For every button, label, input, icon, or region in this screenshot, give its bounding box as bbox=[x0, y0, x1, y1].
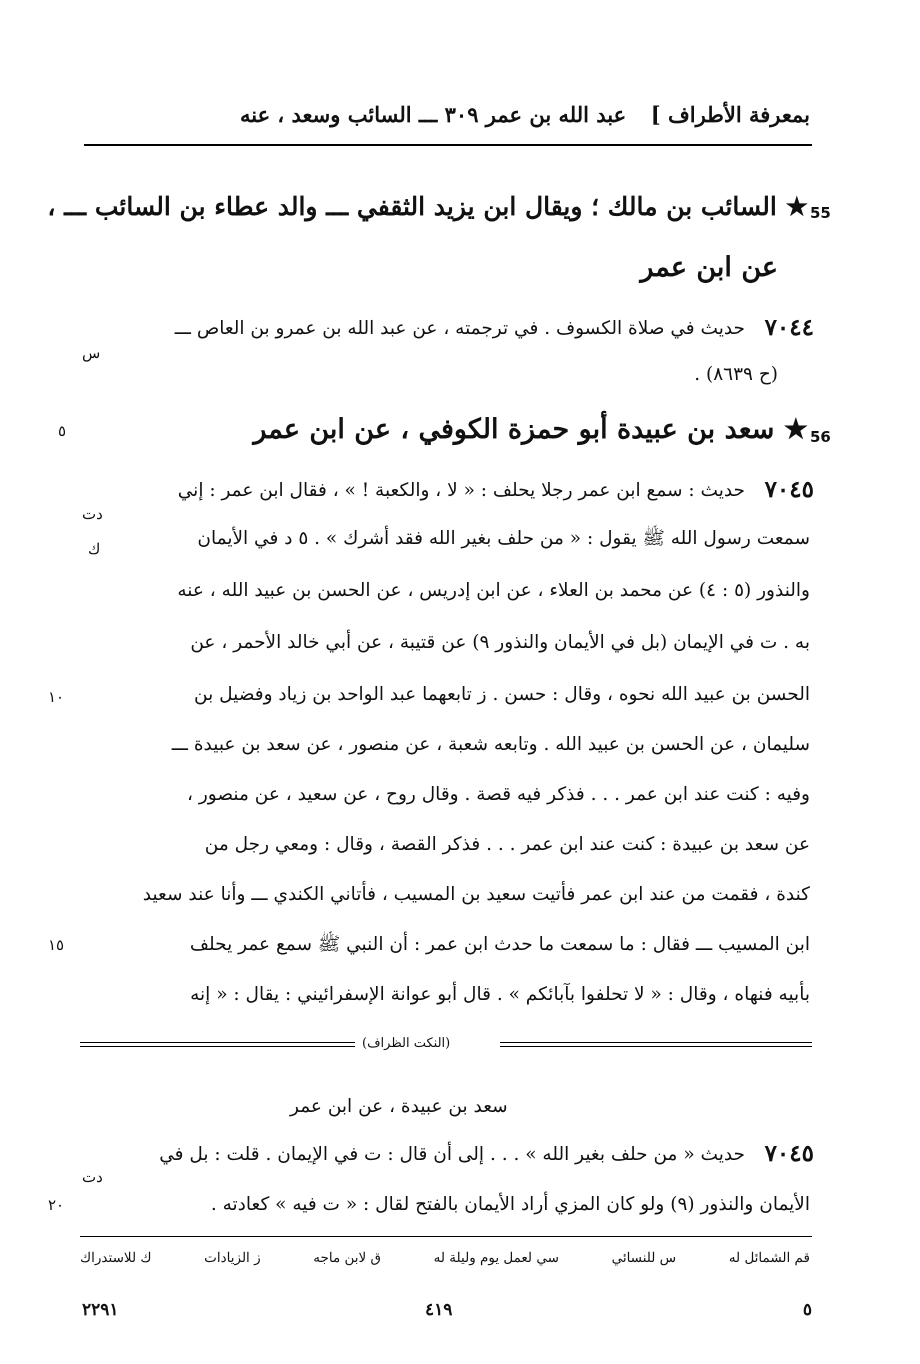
margin-code: ك bbox=[88, 540, 101, 558]
line-number: ١٠ bbox=[48, 688, 65, 706]
page-number: ٤١٩ bbox=[425, 1300, 453, 1320]
hadith-text-line: كندة ، فقمت من عند ابن عمر فأتيت سعيد بن المسيب ، فأتاني الكندي ـــ وأنا عند سعيد bbox=[142, 884, 810, 905]
hadith-number: ٧٠٤٤ bbox=[764, 314, 814, 341]
header-rule bbox=[84, 144, 812, 146]
footnote-rule bbox=[80, 1236, 812, 1237]
hadith-text-line: ابن المسيب ـــ فقال : ما سمعت ما حدث ابن عمر : أن النبي ﷺ سمع عمر يحلف bbox=[189, 934, 810, 955]
abbreviation-item: س للنسائي bbox=[611, 1250, 677, 1266]
hadith-text-line: سمعت رسول الله ﷺ يقول : « من حلف بغير الله فقد أشرك » . ٥ د في الأيمان bbox=[197, 528, 810, 549]
margin-code: دت bbox=[82, 1168, 103, 1186]
hadith-text-line: سليمان ، عن الحسن بن عبيد الله . وتابعه شعبة ، عن منصور ، عن سعد بن عبيدة ـــ bbox=[171, 734, 810, 755]
abbreviation-item: ق لابن ماجه bbox=[313, 1250, 381, 1266]
separator-rule bbox=[500, 1046, 812, 1047]
entry-title: ★ سعد بن عبيدة أبو حمزة الكوفي ، عن ابن عمر bbox=[253, 414, 808, 445]
hadith-text-line: عن سعد بن عبيدة : كنت عند ابن عمر . . . فذكر القصة ، وقال : ومعي رجل من bbox=[204, 834, 810, 855]
hadith-text-line: حديث في صلاة الكسوف . في ترجمته ، عن عبد الله بن عمرو بن العاص ـــ bbox=[174, 318, 745, 339]
line-number: ٥ bbox=[58, 422, 67, 440]
abbreviation-item: ز الزيادات bbox=[204, 1250, 261, 1266]
abbreviation-item: قم الشمائل له bbox=[728, 1250, 810, 1266]
line-number: ٢٠ bbox=[48, 1196, 65, 1214]
running-header-subtitle: عبد الله بن عمر ٣٠٩ ـــ السائب وسعد ، عنه bbox=[240, 102, 627, 127]
hadith-text-line: (ح ٨٦٣٩) . bbox=[694, 364, 778, 385]
nukat-text-line: الأيمان والنذور (٩) ولو كان المزي أراد الأيمان بالفتح لقال : « ت فيه » كعادته . bbox=[210, 1194, 810, 1215]
hadith-number: ٧٠٤٥ bbox=[764, 476, 814, 503]
hadith-text-line: وفيه : كنت عند ابن عمر . . . فذكر فيه قصة . وقال روح ، عن سعيد ، عن منصور ، bbox=[186, 784, 810, 805]
entry-title: ★ السائب بن مالك ؛ ويقال ابن يزيد الثقفي ـــ والد عطاء بن السائب ـــ ، bbox=[47, 192, 808, 221]
abbreviation-item: سي لعمل يوم وليلة له bbox=[433, 1250, 559, 1266]
margin-code: س bbox=[82, 344, 101, 362]
volume-number: ٥ bbox=[802, 1300, 812, 1320]
entry-marker: 55 bbox=[810, 204, 831, 222]
hadith-text-line: بأبيه فنهاه ، وقال : « لا تحلفوا بآبائكم » . قال أبو عوانة الإسفرائيني : يقال : « إنه bbox=[190, 984, 810, 1005]
abbreviation-key bbox=[80, 1250, 810, 1276]
nukat-heading: سعد بن عبيدة ، عن ابن عمر bbox=[290, 1096, 508, 1117]
margin-code: دت bbox=[82, 505, 103, 523]
separator-rule bbox=[80, 1042, 355, 1043]
running-header-title: بمعرفة الأطراف ] bbox=[650, 102, 810, 127]
entry-marker: 56 bbox=[810, 428, 831, 446]
separator-rule bbox=[80, 1046, 355, 1047]
hadith-text-line: الحسن بن عبيد الله نحوه ، وقال : حسن . ز تابعهما عبد الواحد بن زياد وفضيل بن bbox=[194, 684, 810, 705]
hadith-number: ٧٠٤٥ bbox=[764, 1140, 814, 1167]
hadith-text-line: والنذور (٥ : ٤) عن محمد بن العلاء ، عن ابن إدريس ، عن الحسن بن عبيد الله ، عنه bbox=[177, 580, 810, 601]
hadith-text-line: به . ت في الإيمان (بل في الأيمان والنذور ٩) عن قتيبة ، عن أبي خالد الأحمر ، عن bbox=[190, 632, 810, 653]
line-number: ١٥ bbox=[48, 936, 65, 954]
entry-subtitle: عن ابن عمر bbox=[640, 252, 778, 283]
serial-number: ٢٢٩١ bbox=[82, 1300, 119, 1320]
nukat-text-line: حديث « من حلف بغير الله » . . . إلى أن قال : ت في الإيمان . قلت : بل في bbox=[159, 1144, 745, 1165]
separator-rule bbox=[500, 1042, 812, 1043]
nukat-label: (النكت الظراف) bbox=[362, 1036, 451, 1051]
hadith-text-line: حديث : سمع ابن عمر رجلا يحلف : « لا ، والكعبة ! » ، فقال ابن عمر : إني bbox=[177, 480, 745, 501]
abbreviation-item: ك للاستدراك bbox=[80, 1250, 152, 1266]
